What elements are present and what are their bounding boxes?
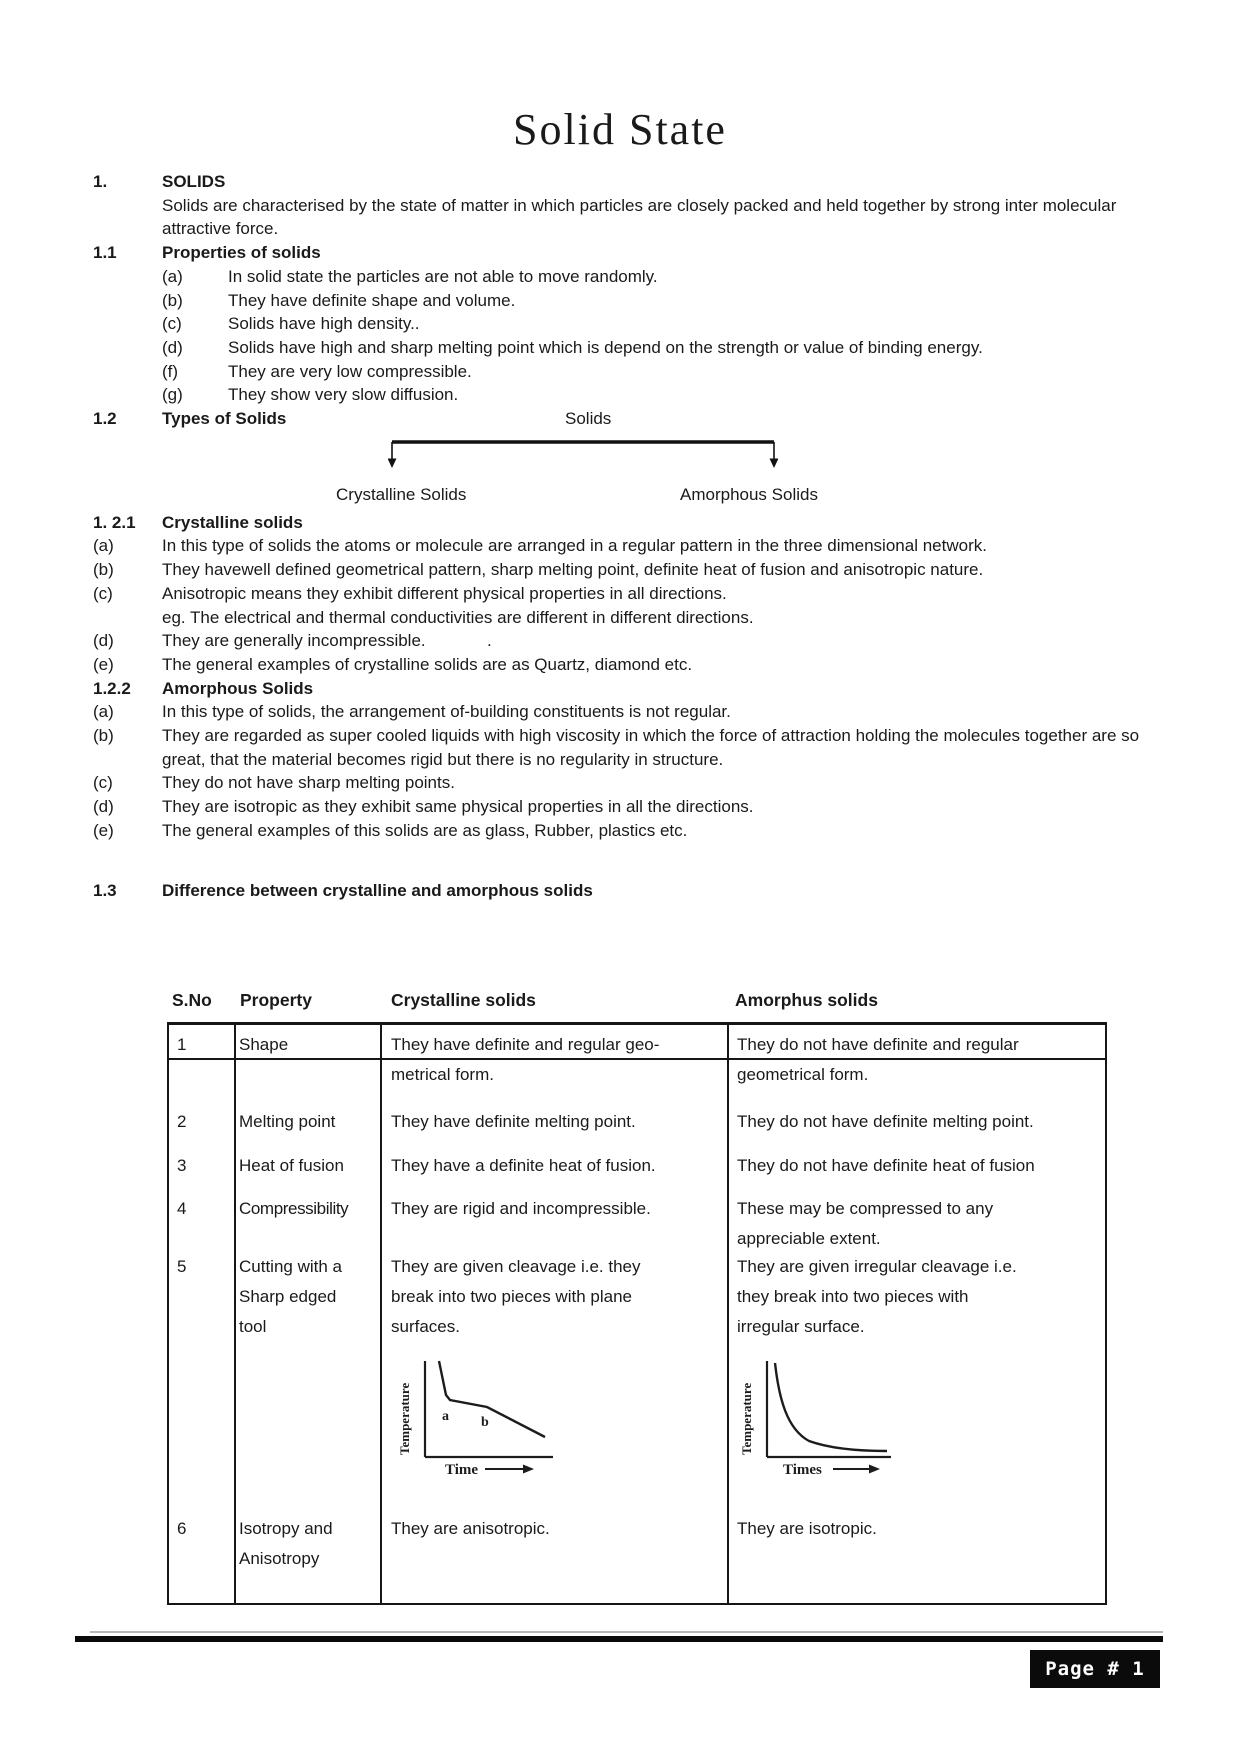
table-cell-sno: 4 (177, 1199, 187, 1218)
list-item (93, 383, 1153, 407)
table-cell-crystalline: They are anisotropic. (391, 1519, 550, 1538)
list-item (93, 819, 1153, 843)
list-item (93, 265, 1153, 289)
list-item-label: (f) (162, 361, 179, 381)
arrow-icon (869, 1465, 880, 1474)
x-axis-label: Time (445, 1462, 479, 1478)
list-item-text: They are generally incompressible. . (162, 631, 492, 651)
list-item-text: The general examples of this solids are as glass, Rubber, plastics etc. (162, 820, 688, 840)
table-cell-crystalline: They have definite melting point. (391, 1112, 636, 1131)
table-cell-amorphus: They do not have definite melting point. (737, 1112, 1034, 1131)
list-item-label: (a) (93, 536, 114, 556)
section-body: Solids are characterised by the state of matter in which particles are closely packed and held together by strong inter molecular attractive force. (162, 195, 1117, 239)
table-header-sno: S.No (172, 990, 212, 1010)
footer-thin-line (90, 1631, 1163, 1633)
list-item-text: They are very low compressible. (228, 361, 472, 381)
list-item-label: (g) (162, 385, 183, 405)
list-item (93, 653, 1153, 677)
list-item (93, 336, 1153, 360)
section-number: 1. 2.1 (93, 512, 136, 532)
table-cell-crystalline: They are given cleavage i.e. they break into two pieces with plane surfaces. (391, 1257, 641, 1336)
diagram-right-label: Amorphous Solids (680, 484, 818, 504)
table-header-crystalline: Crystalline solids (391, 990, 536, 1010)
list-item (93, 582, 1153, 606)
list-item (93, 534, 1153, 558)
diagram-left-label: Crystalline Solids (336, 484, 467, 504)
section-crystalline-heading-row (93, 511, 1153, 535)
table-cell-sno: 6 (177, 1519, 187, 1538)
table-divider (234, 1025, 236, 1603)
y-axis-label: Temperature (397, 1382, 412, 1455)
list-item-label: (c) (162, 314, 182, 334)
point-b-label: b (481, 1415, 489, 1430)
list-item-text: In solid state the particles are not able to move randomly. (228, 266, 658, 286)
list-item-text: eg. The electrical and thermal conductivities are different in different directions. (162, 607, 754, 627)
table-cell-amorphus: They are given irregular cleavage i.e. they break into two pieces with irregular surface. (737, 1257, 1017, 1336)
list-item-text: They are isotropic as they exhibit same physical properties in all the directions. (162, 797, 754, 817)
table-divider (727, 1025, 729, 1603)
list-item-label: (d) (162, 337, 183, 357)
comparison-table (167, 1022, 1107, 1605)
footer-rule (75, 1636, 1163, 1642)
table-cell-property: Melting point (239, 1112, 336, 1131)
section-number: 1. (93, 172, 108, 191)
list-item-label: (e) (93, 820, 114, 840)
page-number-badge: Page # 1 (1030, 1650, 1160, 1688)
list-item (93, 360, 1153, 384)
list-item-text: Solids have high and sharp melting point which is depend on the strength or value of binding energy. (228, 337, 983, 357)
section-number: 1.3 (93, 880, 117, 900)
table-header-property: Property (240, 990, 312, 1010)
x-axis-label: Times (783, 1462, 822, 1478)
list-item-label: (a) (93, 702, 114, 722)
section-difference-heading-row (93, 879, 1153, 903)
table-header-row (167, 990, 1107, 1022)
content-area (93, 170, 1153, 902)
table-cell-crystalline: They have definite and regular geo- metrical form. (391, 1035, 660, 1084)
diagram-bracket (388, 439, 778, 469)
list-item (93, 606, 1153, 630)
list-item-text: They have definite shape and volume. (228, 290, 516, 310)
table-cell-amorphus: They do not have definite heat of fusion (737, 1156, 1035, 1175)
list-item (93, 795, 1153, 819)
types-of-solids-diagram (93, 431, 1153, 511)
section-heading: Crystalline solids (162, 512, 303, 532)
list-item-text: Anisotropic means they exhibit different physical properties in all directions. (162, 583, 727, 603)
table-cell-crystalline: They have a definite heat of fusion. (391, 1156, 656, 1175)
table-cell-amorphus: These may be compressed to any appreciable extent. (737, 1199, 994, 1248)
table-cell-amorphus: They are isotropic. (737, 1519, 877, 1538)
section-heading: Types of Solids (162, 409, 287, 429)
table-cell-sno: 1 (177, 1035, 187, 1054)
section-solids-heading-row (93, 170, 1153, 194)
list-item-label: (c) (93, 583, 113, 603)
list-item (93, 312, 1153, 336)
list-item (93, 629, 1153, 653)
page-title: Solid State (513, 105, 727, 154)
section-amorphous-heading-row (93, 677, 1153, 701)
section-heading: Amorphous Solids (162, 678, 314, 698)
table-cell-property: Isotropy and Anisotropy (239, 1519, 333, 1568)
list-item-text: They havewell defined geometrical pattern, sharp melting point, definite heat of fusion and anisotropic nature. (162, 560, 984, 580)
arrow-icon (523, 1465, 534, 1474)
list-item-label: (b) (93, 560, 114, 580)
table-divider (380, 1025, 382, 1603)
table-cell-property: Shape (239, 1035, 289, 1054)
table-cell-amorphus: They do not have definite and regular geometrical form. (737, 1035, 1019, 1084)
list-item-label: (d) (93, 631, 114, 651)
table-cell-property: Heat of fusion (239, 1156, 344, 1175)
list-item-label: (b) (93, 726, 114, 746)
list-item-text: In this type of solids the atoms or molecule are arranged in a regular pattern in the three dimensional network. (162, 536, 987, 556)
list-item (93, 724, 1153, 771)
section-properties-heading-row (93, 241, 1153, 265)
table-cell-property: Compressibility (239, 1199, 349, 1218)
list-item (93, 700, 1153, 724)
section-types-heading-row (93, 407, 1153, 431)
section-number: 1.2.2 (93, 678, 131, 698)
table-header-amorphus: Amorphus solids (735, 990, 878, 1010)
table-cell-property: Cutting with a Sharp edged tool (239, 1257, 342, 1336)
table-cell-crystalline: They are rigid and incompressible. (391, 1199, 651, 1218)
section-heading: SOLIDS (162, 172, 226, 191)
list-item-label: (c) (93, 773, 113, 793)
section-number: 1.2 (93, 409, 117, 429)
point-a-label: a (442, 1409, 449, 1424)
table-cell-sno: 3 (177, 1156, 187, 1175)
y-axis-label: Temperature (739, 1382, 754, 1455)
list-item-text: Solids have high density.. (228, 314, 420, 334)
list-item-label: (e) (93, 654, 114, 674)
cooling-curve-amorphous (739, 1357, 897, 1479)
list-item-label: (a) (162, 266, 183, 286)
list-item-text: They do not have sharp melting points. (162, 773, 455, 793)
list-item (93, 558, 1153, 582)
section-heading: Properties of solids (162, 243, 321, 263)
list-item-text: They show very slow diffusion. (228, 385, 459, 405)
list-item-text: They are regarded as super cooled liquids with high viscosity in which the force of attraction holding the molecules together are so great, that the material becomes rigid but there is no regularity in structure. (162, 726, 1144, 769)
list-item (93, 771, 1153, 795)
list-item-label: (d) (93, 797, 114, 817)
section-heading: Difference between crystalline and amorphous solids (162, 880, 593, 900)
list-item-label: (b) (162, 290, 183, 310)
table-cell-sno: 2 (177, 1112, 187, 1131)
table-cell-sno: 5 (177, 1257, 187, 1276)
diagram-root-label: Solids (565, 409, 612, 429)
cooling-curve-crystalline (395, 1357, 557, 1479)
section-number: 1.1 (93, 243, 117, 263)
list-item (93, 289, 1153, 313)
section-solids-body-row (93, 194, 1153, 241)
list-item-text: The general examples of crystalline solids are as Quartz, diamond etc. (162, 654, 693, 674)
list-item-text: In this type of solids, the arrangement of-building constituents is not regular. (162, 702, 731, 722)
